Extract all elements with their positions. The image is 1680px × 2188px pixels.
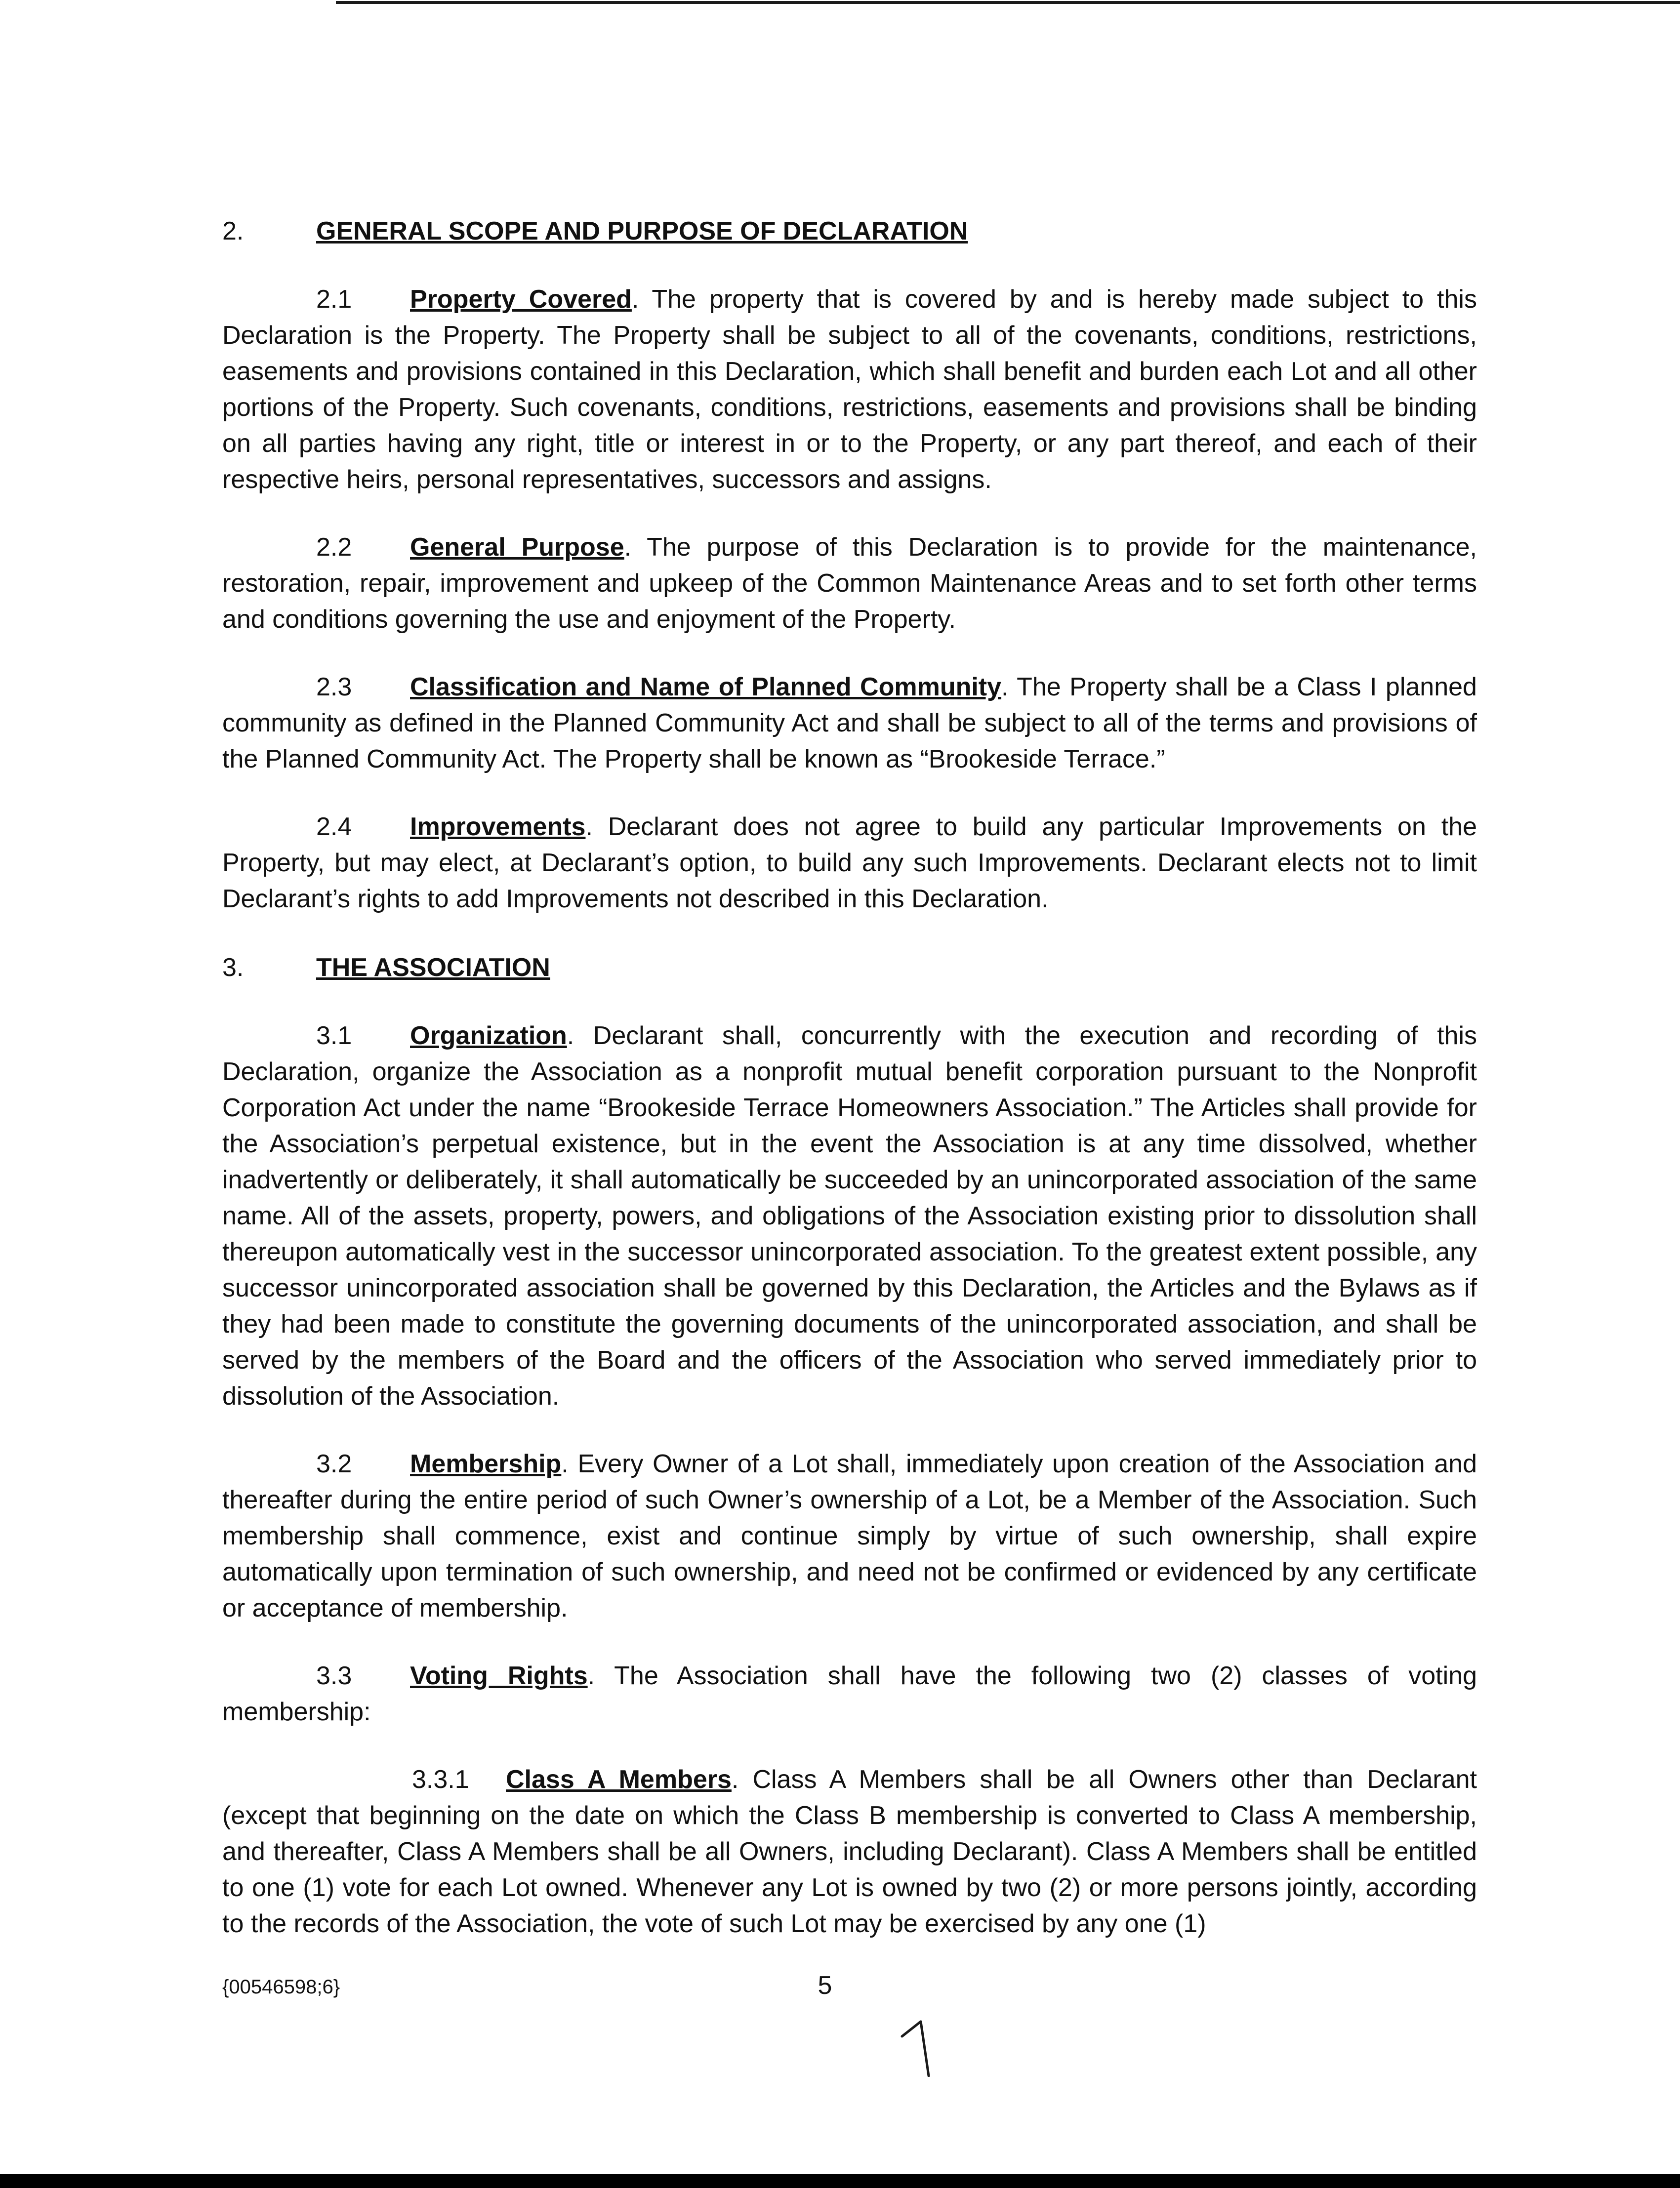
paragraph-title: General Purpose [410,533,624,562]
paragraph-3-3-1: 3.3.1 Class A Members. Class A Members shall be all Owners other than Declarant (except that beginning on the date on which the Class B membership is converted to Class A membership, and thereafter, Class A Members shall be all Owners, including Declarant). Class A Members shall be entitled to one (1) vote for each Lot owned. Whenever any Lot is owned by two (2) or more persons jointly, according to the records of the Association, the vote of such Lot may be exercised by any one (1) [222,1762,1477,1942]
page-number: 5 [818,1971,832,2000]
handwritten-page-mark-icon [899,2018,958,2077]
section-title: GENERAL SCOPE AND PURPOSE OF DECLARATION [316,217,968,245]
paragraph-3-3: 3.3 Voting Rights. The Association shall have the following two (2) classes of voting membership: [222,1658,1477,1730]
paragraph-text: Declarant does not agree to build any particular Improvements on the Property, but may elect, at Declarant’s option, to build any such Improvements. Declarant elects not to limit Declarant’s rights to add Improvements not described in this Declaration. [222,812,1477,913]
paragraph-2-3: 2.3 Classification and Name of Planned Community. The Property shall be a Class I planned community as defined in the Planned Community Act and shall be subject to all of the terms and provisions of the Planned Community Act. The Property shall be known as “Brookeside Terrace.” [222,669,1477,777]
section-number: 2. [222,217,244,245]
section-2-heading [222,212,1477,250]
paragraph-2-1: 2.1 Property Covered. The property that is covered by and is hereby made subject to this Declaration is the Property. The Property shall be subject to all of the covenants, conditions, restrictions, easements and provisions contained in this Declaration, which shall benefit and burden each Lot and all other portions of the Property. Such covenants, conditions, restrictions, easements and provisions shall be binding on all parties having any right, title or interest in or to the Property, or any part thereof, and each of their respective heirs, personal representatives, successors and assigns. [222,282,1477,498]
document-id: {00546598;6} [222,1976,340,1998]
paragraph-text: The purpose of this Declaration is to provide for the maintenance, restoration, repair, improvement and upkeep of the Common Maintenance Areas and to set forth other terms and conditions governing the use and enjoyment of the Property. [222,533,1477,634]
paragraph-text: The property that is covered by and is hereby made subject to this Declaration is the Property. The Property shall be subject to all of the covenants, conditions, restrictions, easements and provisions contained in this Declaration, which shall benefit and burden each Lot and all other portions of the Property. Such covenants, conditions, restrictions, easements and provisions shall be binding on all parties having any right, title or interest in or to the Property, or any part thereof, and each of their respective heirs, personal representatives, successors and assigns. [222,285,1477,494]
paragraph-2-4: 2.4 Improvements. Declarant does not agree to build any particular Improvements on the Property, but may elect, at Declarant’s option, to build any such Improvements. Declarant elects not to limit Declarant’s rights to add Improvements not described in this Declaration. [222,809,1477,917]
paragraph-title: Organization [410,1021,567,1050]
paragraph-number: 2.3 [316,673,352,701]
paragraph-3-2: 3.2 Membership. Every Owner of a Lot shall, immediately upon creation of the Association and thereafter during the entire period of such Owner’s ownership of a Lot, be a Member of the Association. Such membership shall commence, exist and continue simply by virtue of such ownership, shall expire automatically upon termination of such ownership, and need not be confirmed or evidenced by any certificate or acceptance of membership. [222,1446,1477,1626]
paragraph-2-2: 2.2 General Purpose. The purpose of this Declaration is to provide for the maintenance, restoration, repair, improvement and upkeep of the Common Maintenance Areas and to set forth other terms and conditions governing the use and enjoyment of the Property. [222,529,1477,638]
paragraph-3-1: 3.1 Organization. Declarant shall, concurrently with the execution and recording of this Declaration, organize the Association as a nonprofit mutual benefit corporation pursuant to the Nonprofit Corporation Act under the name “Brookeside Terrace Homeowners Association.” The Articles shall provide for the Association’s perpetual existence, but in the event the Association is at any time dissolved, whether inadvertently or deliberately, it shall automatically be succeeded by an unincorporated association of the same name. All of the assets, property, powers, and obligations of the Association existing prior to dissolution shall thereupon automatically vest in the successor unincorporated association. To the greatest extent possible, any successor unincorporated association shall be governed by this Declaration, the Articles and the Bylaws as if they had been made to constitute the governing documents of the unincorporated association, and shall be served by the members of the Board and the officers of the Association who served immediately prior to dissolution of the Association. [222,1018,1477,1415]
paragraph-text: Class A Members shall be all Owners other than Declarant (except that beginning on the date on which the Class B membership is converted to Class A membership, and thereafter, Class A Members shall be all Owners, including Declarant). Class A Members shall be entitled to one (1) vote for each Lot owned. Whenever any Lot is owned by two (2) or more persons jointly, according to the records of the Association, the vote of such Lot may be exercised by any one (1) [222,1765,1477,1938]
section-number: 3. [222,953,244,982]
scan-top-edge-line [336,1,1680,4]
paragraph-number: 3.3.1 [412,1765,469,1794]
paragraph-text: The Association shall have the following two (2) classes of voting membership: [222,1661,1477,1726]
scan-bottom-edge-bar [0,2174,1680,2188]
paragraph-text: The Property shall be a Class I planned community as defined in the Planned Community Act and shall be subject to all of the terms and provisions of the Planned Community Act. The Property shall be known as “Brookeside Terrace.” [222,673,1477,773]
paragraph-number: 3.2 [316,1450,352,1478]
paragraph-number: 2.4 [316,812,352,841]
section-title: THE ASSOCIATION [316,953,550,982]
paragraph-number: 3.3 [316,1661,352,1690]
paragraph-title: Property Covered [410,285,632,314]
paragraph-title: Membership [410,1450,562,1478]
paragraph-text: Every Owner of a Lot shall, immediately upon creation of the Association and thereafter during the entire period of such Owner’s ownership of a Lot, be a Member of the Association. Such membership shall commence, exist and continue simply by virtue of such ownership, shall expire automatically upon termination of such ownership, and need not be confirmed or evidenced by any certificate or acceptance of membership. [222,1450,1477,1622]
paragraph-title: Improvements [410,812,586,841]
paragraph-title: Class A Members [506,1765,732,1794]
paragraph-text: Declarant shall, concurrently with the execution and recording of this Declaration, organize the Association as a nonprofit mutual benefit corporation pursuant to the Nonprofit Corporation Act under the name “Brookeside Terrace Homeowners Association.” The Articles shall provide for the Association’s perpetual existence, but in the event the Association is at any time dissolved, whether inadvertently or deliberately, it shall automatically be succeeded by an unincorporated association of the same name. All of the assets, property, powers, and obligations of the Association existing prior to dissolution shall thereupon automatically vest in the successor unincorporated association. To the greatest extent possible, any successor unincorporated association shall be governed by this Declaration, the Articles and the Bylaws as if they had been made to constitute the governing documents of the unincorporated association, and shall be served by the members of the Board and the officers of the Association who served immediately prior to dissolution of the Association. [222,1021,1477,1411]
section-3-heading [222,949,1477,986]
paragraph-number: 3.1 [316,1021,352,1050]
paragraph-number: 2.1 [316,285,352,314]
paragraph-title: Voting Rights [410,1661,588,1690]
paragraph-number: 2.2 [316,533,352,562]
document-page [222,212,1477,1974]
paragraph-title: Classification and Name of Planned Community [410,673,1002,701]
